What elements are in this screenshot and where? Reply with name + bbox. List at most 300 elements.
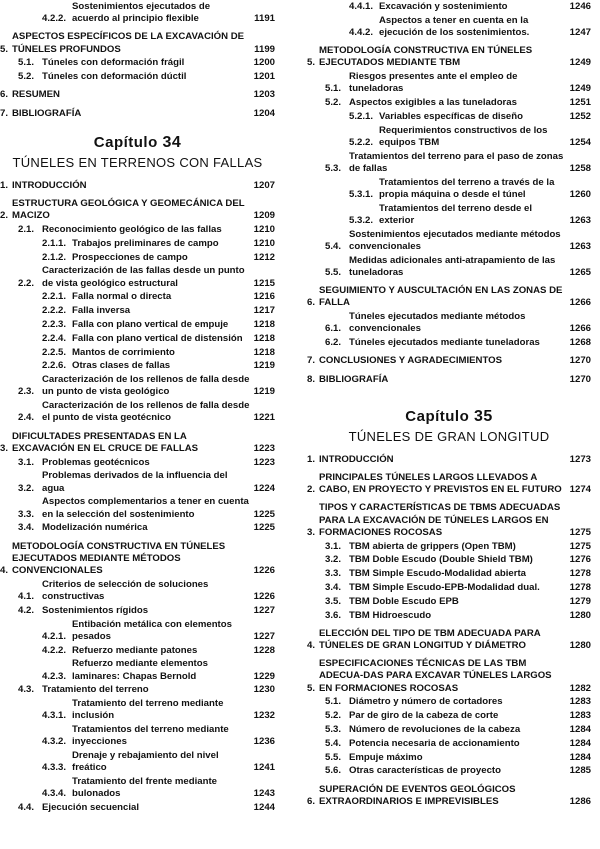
- toc-entry-page: 1203: [253, 89, 275, 101]
- toc-entry-title: RESUMEN: [12, 89, 60, 101]
- toc-entry-page: 1227: [253, 604, 275, 616]
- toc-entry-page: 1241: [253, 762, 275, 774]
- toc-entry-title: Diámetro y número de cortadores: [349, 696, 503, 708]
- chapter-34-heading: [0, 134, 275, 170]
- toc-entry-title: BIBLIOGRAFÍA: [12, 107, 82, 119]
- toc-entry: [307, 568, 591, 580]
- toc-entry-title: Tratamiento del frente mediante bulonados: [72, 776, 218, 800]
- toc-entry-page: 1246: [569, 1, 591, 12]
- toc-entry: [307, 125, 591, 149]
- toc-entry-title: Tratamiento del terreno mediante inclusión: [72, 698, 224, 722]
- toc-entry-title: METODOLOGÍA CONSTRUCTIVA EN TÚNELES EJECUTADOS MEDIANTE MÉTODOS CONVENCIONALES: [12, 540, 226, 576]
- toc-entry-page: 1216: [253, 291, 275, 303]
- toc-entry-number: 5.4.: [325, 241, 342, 252]
- toc-entry-title: Falla con plano vertical de empuje: [72, 319, 229, 330]
- toc-entry-page: 1285: [569, 765, 591, 777]
- toc-entry-title: ESTRUCTURA GEOLÓGICA Y GEOMECÁNICA DEL MACIZO: [12, 198, 245, 222]
- toc-entry-page: 1217: [253, 305, 275, 317]
- toc-entry: [0, 431, 275, 455]
- toc-entry: [0, 724, 275, 748]
- toc-entry-number: 2.2.4.: [42, 332, 67, 344]
- toc-entry-page: 1219: [253, 360, 275, 372]
- toc-entry-number: 3.3.: [18, 508, 35, 520]
- toc-entry-number: 4.2.2.: [42, 13, 67, 25]
- toc-entry: [307, 337, 591, 349]
- toc-entry-page: 1283: [569, 710, 591, 722]
- toc-entry: [0, 750, 275, 774]
- toc-entry-page: 1284: [569, 724, 591, 736]
- toc-entry-number: 4.4.1.: [349, 1, 374, 12]
- toc-entry-title: TBM Simple Escudo-Modalidad abierta: [349, 568, 526, 580]
- toc-entry-page: 1266: [569, 297, 591, 309]
- toc-entry: [0, 252, 275, 264]
- toc-entry: [0, 1, 275, 25]
- toc-entry-number: 2.2.2.: [42, 305, 67, 317]
- toc-entry-title: Falla con plano vertical de distensión: [72, 332, 243, 344]
- toc-entry-number: 7.: [307, 355, 316, 367]
- toc-entry-number: 5.6.: [325, 765, 342, 777]
- toc-entry: [0, 522, 275, 534]
- toc-entry-number: 3.6.: [325, 609, 342, 621]
- toc-entry: [307, 1, 591, 13]
- toc-entry: [307, 285, 591, 309]
- toc-entry: [307, 738, 591, 750]
- toc-chapter-34: [0, 180, 275, 815]
- toc-entry: [0, 347, 275, 359]
- toc-entry-number: 3.4.: [325, 582, 342, 594]
- toc-entry-title: TIPOS Y CARACTERÍSTICAS DE TBMS ADECUADAS PARA LA EXCAVACIÓN DE TÚNELES LARGOS EN FORMACIONES ROCOSAS: [319, 502, 561, 538]
- toc-entry-number: 6.: [307, 795, 316, 807]
- toc-entry: [307, 15, 591, 39]
- toc-entry-page: 1284: [569, 751, 591, 763]
- toc-entry-page: 1280: [569, 640, 591, 652]
- toc-entry-number: 5.2.: [325, 97, 342, 109]
- toc-entry-number: 6.1.: [325, 323, 342, 335]
- toc-entry-title: Túneles ejecutados mediante tuneladoras: [349, 337, 540, 349]
- toc-entry-number: 5.3.: [325, 163, 342, 174]
- toc-entry-title: Túneles con deformación dúctil: [42, 71, 187, 83]
- toc-entry-title: ESPECIFICACIONES TÉCNICAS DE LAS TBM ADECUA-DAS PARA EXCAVAR TÚNELES LARGOS EN FORMACIONES ROCOSAS: [319, 658, 552, 694]
- toc-entry: [307, 541, 591, 553]
- toc-entry-page: 1258: [569, 163, 591, 174]
- toc-entry: [0, 684, 275, 696]
- toc-entry: [0, 658, 275, 682]
- toc-entry: [0, 374, 275, 398]
- toc-entry-title: Aspectos a tener en cuenta en la ejecución de los sostenimientos.: [379, 14, 530, 38]
- toc-entry-page: 1260: [569, 189, 591, 200]
- toc-entry-page: 1230: [253, 684, 275, 696]
- toc-entry-page: 1212: [253, 251, 275, 263]
- toc-entry: [0, 645, 275, 657]
- toc-entry-page: 1225: [253, 508, 275, 520]
- toc-entry: [307, 472, 591, 496]
- toc-entry-number: 3.4.: [18, 522, 35, 534]
- toc-entry-title: Riesgos presentes ante el empleo de tuneladoras: [349, 71, 518, 95]
- toc-entry-title: TBM Doble Escudo EPB: [349, 595, 459, 607]
- toc-entry-page: 1280: [569, 609, 591, 621]
- toc-entry-page: 1232: [253, 710, 275, 722]
- toc-entry-number: 5.: [307, 57, 316, 69]
- toc-entry: [307, 658, 591, 695]
- toc-entry-title: Número de revoluciones de la cabeza: [349, 724, 521, 736]
- toc-entry-number: 2.2.6.: [42, 360, 67, 372]
- toc-entry: [307, 45, 591, 69]
- toc-entry-number: 5.2.: [325, 710, 342, 722]
- toc-entry-title: Empuje máximo: [349, 751, 423, 763]
- toc-entry-number: 2.2.5.: [42, 346, 67, 358]
- toc-entry: [0, 305, 275, 317]
- chapter-title: TÚNELES EN TERRENOS CON FALLAS: [12, 154, 263, 170]
- toc-entry-title: Túneles ejecutados mediante métodos convencionales: [349, 311, 526, 335]
- toc-entry: [307, 582, 591, 594]
- toc-entry-page: 1210: [253, 224, 275, 236]
- toc-entry-title: TBM Hidroescudo: [349, 609, 432, 621]
- toc-entry-page: 1270: [569, 355, 591, 367]
- toc-entry-number: 4.1.: [18, 591, 35, 602]
- chapter-35-heading: [307, 408, 591, 444]
- toc-entry: [307, 229, 591, 253]
- toc-entry-title: INTRODUCCIÓN: [12, 179, 87, 191]
- toc-entry: [0, 579, 275, 603]
- toc-entry-number: 2.4.: [18, 412, 35, 424]
- toc-entry: [0, 238, 275, 250]
- toc-entry-page: 1249: [569, 83, 591, 95]
- toc-entry-title: TBM abierta de grippers (Open TBM): [349, 540, 516, 552]
- toc-entry-number: 2.1.: [18, 224, 35, 236]
- toc-entry-number: 5.: [0, 43, 9, 55]
- chapter-label: Capítulo 35: [405, 407, 493, 425]
- toc-entry-page: 1218: [253, 332, 275, 344]
- toc-entry-title: SUPERACIÓN DE EVENTOS GEOLÓGICOS EXTRAORDINARIOS E IMPREVISIBLES: [319, 783, 516, 807]
- toc-entry-title: TBM Doble Escudo (Double Shield TBM): [349, 554, 533, 566]
- toc-entry: [307, 628, 591, 652]
- toc-entry-number: 5.: [307, 682, 316, 694]
- toc-entry: [0, 619, 275, 643]
- toc-entry-number: 2.: [307, 484, 316, 496]
- toc-entry-number: 3.5.: [325, 595, 342, 607]
- toc-entry-title: TBM Simple Escudo-EPB-Modalidad dual.: [349, 582, 540, 594]
- toc-entry-page: 1223: [253, 442, 275, 454]
- toc-entry: [0, 776, 275, 800]
- toc-entry: [307, 696, 591, 708]
- toc-entry-number: 5.2.: [18, 71, 35, 83]
- toc-entry: [0, 71, 275, 83]
- toc-entry-page: 1249: [569, 57, 591, 69]
- toc-entry-page: 1265: [569, 267, 591, 278]
- toc-entry-page: 1209: [253, 210, 275, 222]
- toc-entry: [307, 765, 591, 777]
- toc-entry-title: Tratamiento del terreno: [42, 684, 149, 696]
- toc-entry-page: 1199: [254, 43, 275, 55]
- toc-entry: [0, 224, 275, 236]
- toc-entry-number: 1.: [0, 179, 9, 191]
- toc-entry-page: 1263: [569, 215, 591, 226]
- toc-entry-page: 1227: [253, 630, 275, 642]
- toc-entry-number: 2.2.3.: [42, 319, 67, 330]
- toc-entry-page: 1276: [569, 554, 591, 566]
- toc-entry-page: 1223: [253, 456, 275, 468]
- toc-entry-title: Criterios de selección de soluciones constructivas: [42, 578, 209, 602]
- toc-entry-number: 2.: [0, 210, 9, 222]
- toc-entry: [307, 710, 591, 722]
- toc-entry-number: 3.: [0, 442, 9, 454]
- toc-entry-number: 4.2.1.: [42, 630, 67, 642]
- toc-entry-number: 4.: [307, 640, 316, 652]
- toc-entry: [0, 265, 275, 289]
- toc-entry-title: Ejecución secuencial: [42, 802, 140, 814]
- toc-entry-number: 2.2.1.: [42, 291, 67, 303]
- toc-entry: [307, 502, 591, 539]
- toc-entry-number: 6.: [0, 89, 9, 101]
- toc-entry: [307, 97, 591, 109]
- toc-entry-page: 1219: [253, 386, 275, 398]
- toc-chapter-35: [307, 454, 591, 808]
- toc-entry-number: 5.3.1.: [349, 189, 374, 200]
- toc-entry-page: 1273: [569, 453, 591, 465]
- toc-entry: [0, 470, 275, 494]
- toc-entry-number: 4.3.3.: [42, 762, 67, 774]
- toc-entry-page: 1218: [253, 319, 275, 330]
- toc-entry-title: Aspectos exigibles a las tuneladoras: [349, 97, 517, 109]
- toc-entry-title: Caracterización de los rellenos de falla desde el punto de vista geotécnico: [42, 400, 250, 424]
- toc-entry: [0, 108, 275, 120]
- toc-entry-title: METODOLOGÍA CONSTRUCTIVA EN TÚNELES EJECUTADOS MEDIANTE TBM: [319, 45, 533, 69]
- toc-entry-page: 1278: [569, 568, 591, 580]
- toc-entry-number: 4.4.: [18, 802, 35, 814]
- toc-entry: [307, 724, 591, 736]
- toc-entry-title: PRINCIPALES TÚNELES LARGOS LLEVADOS A CABO, EN PROYECTO Y PREVISTOS EN EL FUTURO: [319, 472, 562, 496]
- toc-entry-number: 7.: [0, 107, 9, 119]
- toc-entry-title: Tratamientos del terreno a través de la propia máquina o desde el túnel: [379, 176, 555, 200]
- toc-entry-page: 1279: [569, 595, 591, 607]
- toc-entry-number: 3.1.: [18, 456, 35, 468]
- toc-entry-page: 1266: [569, 323, 591, 335]
- toc-entry-title: Falla normal o directa: [72, 291, 172, 303]
- toc-entry: [307, 610, 591, 622]
- toc-entry-number: 6.2.: [325, 337, 342, 349]
- toc-entry-page: 1275: [569, 526, 591, 538]
- toc-entry: [307, 151, 591, 175]
- toc-entry-page: 1228: [253, 644, 275, 656]
- toc-entry-page: 1286: [569, 795, 591, 807]
- toc-entry-title: BIBLIOGRAFÍA: [319, 373, 389, 385]
- toc-entry-number: 5.3.2.: [349, 215, 374, 226]
- toc-entry-page: 1201: [253, 71, 275, 83]
- toc-entry-title: Mantos de corrimiento: [72, 346, 175, 358]
- toc-entry-page: 1225: [253, 522, 275, 534]
- toc-entry-page: 1275: [569, 540, 591, 552]
- toc-entry: [0, 541, 275, 578]
- toc-entry: [307, 374, 591, 386]
- toc-entry-title: SEGUIMIENTO Y AUSCULTACIÓN EN LAS ZONAS DE FALLA: [319, 285, 563, 309]
- toc-entry: [307, 752, 591, 764]
- toc-entry-title: Refuerzo mediante patones: [72, 644, 198, 656]
- toc-entry-number: 4.2.3.: [42, 670, 67, 682]
- toc-entry-title: Túneles con deformación frágil: [42, 57, 185, 69]
- toc-entry-number: 5.1.: [18, 57, 35, 69]
- toc-entry-page: 1247: [569, 27, 591, 38]
- toc-entry-number: 4.3.1.: [42, 710, 67, 722]
- toc-entry-title: CONCLUSIONES Y AGRADECIMIENTOS: [319, 355, 503, 367]
- toc-entry-title: Refuerzo mediante elementos laminares: Chapas Bernold: [72, 658, 208, 682]
- toc-entry-number: 6.: [307, 297, 316, 309]
- toc-entry-title: Par de giro de la cabeza de corte: [349, 710, 499, 722]
- toc-entry-number: 3.3.: [325, 568, 342, 580]
- toc-entry-title: Drenaje y rebajamiento del nivel freático: [72, 750, 219, 774]
- toc-entry-title: Potencia necesaria de accionamiento: [349, 737, 520, 749]
- toc-entry-title: ELECCIÓN DEL TIPO DE TBM ADECUADA PARA TÚNELES DE GRAN LONGITUD Y DIÁMETRO: [319, 627, 541, 652]
- toc-entry-number: 3.1.: [325, 540, 342, 552]
- toc-entry-page: 1274: [569, 484, 591, 496]
- toc-entry-title: INTRODUCCIÓN: [319, 453, 394, 465]
- toc-entry-page: 1236: [253, 736, 275, 748]
- toc-entry-page: 1218: [253, 346, 275, 358]
- toc-entry-page: 1243: [253, 788, 275, 800]
- toc-entry-page: 1263: [569, 241, 591, 252]
- toc-entry: [0, 180, 275, 192]
- toc-entry-number: 5.2.2.: [349, 137, 374, 148]
- toc-entry-number: 3.2.: [18, 482, 35, 494]
- toc-entry-title: Sostenimientos ejecutados mediante métodos convencionales: [349, 228, 561, 252]
- toc-entry-title: ASPECTOS ESPECÍFICOS DE LA EXCAVACIÓN DE TÚNELES PROFUNDOS: [12, 31, 245, 55]
- toc-entry: [307, 203, 591, 227]
- toc-entry-number: 5.5.: [325, 751, 342, 763]
- toc-entry-page: 1226: [253, 565, 275, 576]
- toc-entry-page: 1221: [253, 412, 275, 424]
- toc-entry-page: 1278: [569, 582, 591, 594]
- toc-entry-title: Prospecciones de campo: [72, 251, 188, 263]
- toc-entry-title: Problemas geotécnicos: [42, 456, 150, 468]
- toc-entry-title: Caracterización de las fallas desde un punto de vista geológico estructural: [42, 265, 245, 289]
- toc-entry: [0, 605, 275, 617]
- toc-entry-number: 5.4.: [325, 737, 342, 749]
- toc-entry-number: 1.: [307, 453, 316, 465]
- toc-entry: [0, 333, 275, 345]
- toc-entry-title: Otras características de proyecto: [349, 765, 501, 777]
- toc-section-continued: [307, 1, 591, 386]
- toc-entry-number: 8.: [307, 373, 316, 385]
- toc-entry-number: 2.3.: [18, 386, 35, 398]
- toc-entry: [0, 198, 275, 222]
- toc-entry-number: 5.5.: [325, 267, 342, 278]
- toc-entry-page: 1282: [569, 682, 591, 694]
- toc-entry-title: Trabajos preliminares de campo: [72, 237, 219, 249]
- toc-entry: [0, 698, 275, 722]
- toc-entry-title: Variables específicas de diseño: [379, 111, 523, 122]
- toc-entry-page: 1207: [253, 179, 275, 191]
- toc-entry: [307, 554, 591, 566]
- toc-entry-number: 5.3.: [325, 724, 342, 736]
- toc-entry-number: 5.1.: [325, 83, 342, 95]
- toc-entry: [307, 596, 591, 608]
- toc-entry-title: Tratamientos del terreno para el paso de zonas de fallas: [349, 150, 564, 174]
- toc-entry-title: Aspectos complementarios a tener en cuenta en la selección del sostenimiento: [42, 496, 249, 520]
- toc-entry-title: Problemas derivados de la influencia del agua: [42, 470, 228, 494]
- toc-entry-page: 1254: [569, 137, 591, 148]
- toc-entry-title: Excavación y sostenimiento: [379, 1, 508, 12]
- toc-entry-title: Modelización numérica: [42, 522, 148, 534]
- toc-entry-number: 2.2.: [18, 277, 35, 289]
- toc-entry: [0, 57, 275, 69]
- toc-entry-title: Requerimientos constructivos de los equipos TBM: [379, 124, 548, 148]
- toc-entry-number: 5.2.1.: [349, 111, 374, 122]
- toc-entry: [307, 255, 591, 279]
- toc-entry: [307, 111, 591, 123]
- toc-entry-page: 1226: [253, 591, 275, 602]
- toc-entry-title: Tratamientos del terreno desde el exterior: [379, 202, 533, 226]
- toc-entry-page: 1215: [253, 277, 275, 289]
- toc-entry-title: Sostenimientos ejecutados de acuerdo al principio flexible: [72, 1, 211, 25]
- toc-entry-title: Otras clases de fallas: [72, 360, 171, 372]
- toc-entry: [0, 457, 275, 469]
- toc-entry: [0, 400, 275, 424]
- toc-entry-page: 1252: [569, 111, 591, 122]
- toc-entry-title: Sostenimientos rígidos: [42, 604, 149, 616]
- toc-entry: [307, 355, 591, 367]
- toc-entry: [0, 31, 275, 55]
- toc-entry-page: 1284: [569, 737, 591, 749]
- toc-entry: [0, 89, 275, 101]
- chapter-title: TÚNELES DE GRAN LONGITUD: [348, 428, 550, 444]
- toc-entry-number: 3.: [307, 526, 316, 538]
- toc-entry-page: 1251: [569, 97, 591, 109]
- toc-entry: [307, 177, 591, 201]
- toc-section-continued: [0, 1, 275, 120]
- toc-entry: [307, 311, 591, 335]
- toc-entry: [0, 496, 275, 520]
- toc-entry-number: 3.2.: [325, 554, 342, 566]
- toc-entry: [307, 454, 591, 466]
- toc-entry-number: 4.3.2.: [42, 736, 67, 748]
- toc-entry: [307, 784, 591, 808]
- toc-entry-page: 1283: [569, 696, 591, 708]
- toc-entry-number: 4.2.2.: [42, 644, 67, 656]
- toc-entry: [0, 360, 275, 372]
- toc-entry-page: 1270: [569, 373, 591, 385]
- toc-entry-title: Reconocimiento geológico de las fallas: [42, 224, 222, 236]
- toc-entry: [307, 71, 591, 95]
- left-column: [0, 0, 275, 816]
- toc-entry-page: 1229: [253, 670, 275, 682]
- toc-entry-title: DIFICULTADES PRESENTADAS EN LA EXCAVACIÓN EN EL CRUCE DE FALLAS: [12, 430, 199, 454]
- toc-entry-number: 4.3.4.: [42, 788, 67, 800]
- toc-entry-page: 1224: [253, 482, 275, 494]
- toc-entry-page: 1210: [253, 237, 275, 249]
- right-column: [307, 0, 591, 810]
- toc-entry-title: Entibación metálica con elementos pesados: [72, 618, 232, 642]
- toc-entry-title: Medidas adicionales anti-atrapamiento de las tuneladoras: [349, 254, 556, 278]
- toc-entry-number: 4.2.: [18, 604, 35, 616]
- toc-entry-page: 1268: [569, 337, 591, 349]
- toc-entry: [0, 291, 275, 303]
- toc-entry-page: 1191: [254, 13, 275, 25]
- toc-entry-number: 4.3.: [18, 684, 35, 696]
- toc-entry-title: Falla inversa: [72, 305, 131, 317]
- toc-entry-title: Caracterización de los rellenos de falla desde un punto de vista geológico: [42, 374, 250, 398]
- toc-entry: [0, 802, 275, 814]
- toc-entry-page: 1244: [253, 802, 275, 814]
- toc-entry-number: 5.1.: [325, 696, 342, 708]
- toc-entry-number: 2.1.1.: [42, 237, 67, 249]
- toc-entry-number: 4.4.2.: [349, 27, 374, 38]
- toc-entry-number: 4.: [0, 565, 9, 576]
- toc-entry-page: 1204: [253, 107, 275, 119]
- toc-entry-page: 1200: [253, 57, 275, 69]
- toc-entry-title: Tratamientos del terreno mediante inyecciones: [72, 724, 229, 748]
- chapter-label: Capítulo 34: [93, 133, 182, 151]
- toc-entry: [0, 319, 275, 331]
- toc-entry-number: 2.1.2.: [42, 251, 67, 263]
